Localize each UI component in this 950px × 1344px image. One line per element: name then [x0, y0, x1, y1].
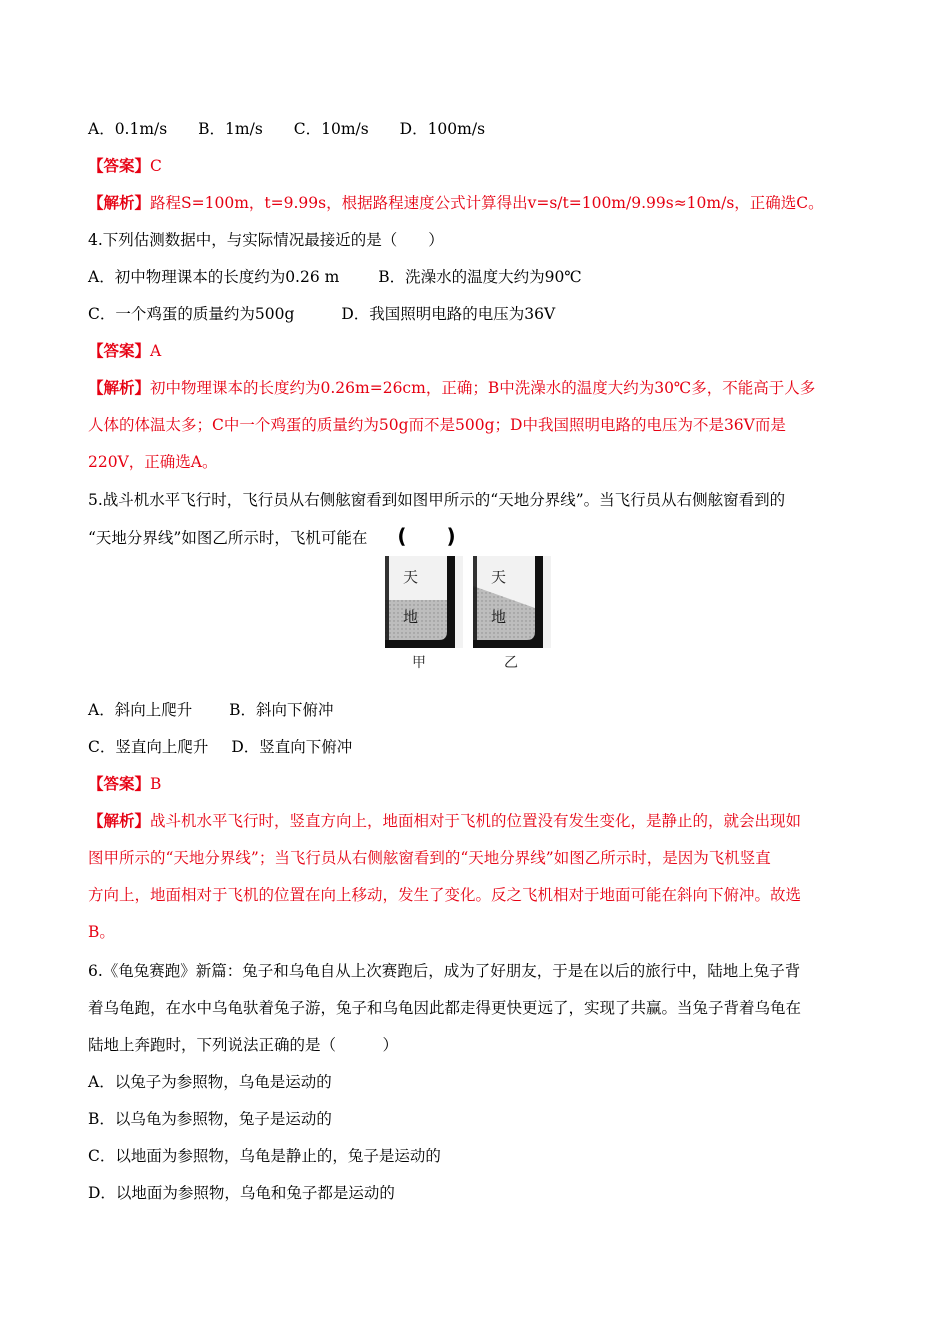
q3-answer-value: C — [150, 157, 162, 175]
q5-answer-paren: ( ) — [397, 524, 456, 548]
panel-yi-sky-label: 天 — [491, 568, 507, 586]
q5-stem-text-2: “天地分界线”如图乙所示时，飞机可能在 — [88, 529, 368, 547]
q5-option-a: A．斜向上爬升 — [88, 701, 193, 719]
panel-jia-sky-label: 天 — [403, 568, 419, 586]
q4-analysis-line-3: 220V，正确选A。 — [88, 453, 218, 471]
q6-option-c: C．以地面为参照物，乌龟是静止的，兔子是运动的 — [88, 1147, 441, 1165]
q4-analysis-text-1: 初中物理课本的长度约为0.26m=26cm，正确；B中洗澡水的温度大约为30℃多，不能高于人多 — [150, 379, 816, 397]
q3-analysis-text: 路程S=100m，t=9.99s，根据路程速度公式计算得出v=s/t=100m/9.99s≈10m/s，正确选C。 — [150, 194, 824, 212]
q4-options-row-1 — [88, 266, 582, 288]
q4-stem: 4.下列估测数据中，与实际情况最接近的是（ ） — [88, 231, 444, 249]
q5-analysis-line-2: 图甲所示的“天地分界线”；当飞行员从右侧舷窗看到的“天地分界线”如图乙所示时，是因为飞机竖直 — [88, 849, 771, 867]
q4-option-a: A．初中物理课本的长度约为0.26 m — [88, 268, 340, 286]
q4-analysis-label: 【解析】 — [88, 378, 151, 397]
q4-answer — [88, 340, 161, 362]
q3-options-row — [88, 118, 485, 140]
q5-stem-line-2 — [88, 525, 456, 549]
q3-answer — [88, 155, 162, 177]
q5-analysis-line-1 — [88, 810, 801, 832]
q5-options-row-2 — [88, 736, 352, 758]
q4-answer-value: A — [150, 342, 162, 360]
q3-option-c: C．10m/s — [293, 120, 369, 138]
q6-stem-line-3: 陆地上奔跑时，下列说法正确的是（ ） — [88, 1036, 399, 1054]
q3-option-b: B．1m/s — [198, 120, 263, 138]
q4-option-b: B．洗澡水的温度大约为90℃ — [378, 268, 582, 286]
q5-answer-label: 【答案】 — [88, 774, 151, 793]
q6-option-b: B．以乌龟为参照物，兔子是运动的 — [88, 1110, 332, 1128]
panel-yi-ground-label: 地 — [491, 608, 507, 626]
q4-answer-label: 【答案】 — [88, 341, 151, 360]
q4-options-row-2 — [88, 303, 555, 325]
q4-analysis-line-2: 人体的体温太多；C中一个鸡蛋的质量约为50g而不是500g；D中我国照明电路的电压为不是36V而是 — [88, 416, 786, 434]
figure-panel-jia — [385, 556, 463, 648]
q3-analysis — [88, 192, 824, 214]
q5-option-c: C．竖直向上爬升 — [88, 738, 209, 756]
q3-answer-label: 【答案】 — [88, 156, 151, 175]
q6-stem-line-1: 6.《龟兔赛跑》新篇：兔子和乌龟自从上次赛跑后，成为了好朋友，于是在以后的旅行中，陆地上兔子背 — [88, 962, 801, 980]
q5-stem-line-1: 5.战斗机水平飞行时，飞行员从右侧舷窗看到如图甲所示的“天地分界线”。当飞行员从右侧舷窗看到的 — [88, 491, 786, 509]
figure-panel-yi-drawing — [473, 556, 551, 648]
q4-option-c: C．一个鸡蛋的质量约为500g — [88, 305, 295, 323]
q4-option-d: D．我国照明电路的电压为36V — [341, 305, 556, 323]
q5-analysis-text-1: 战斗机水平飞行时，竖直方向上，地面相对于飞机的位置没有发生变化，是静止的，就会出现如 — [150, 812, 802, 830]
q3-option-d: D．100m/s — [399, 120, 486, 138]
q5-analysis-line-3: 方向上，地面相对于飞机的位置在向上移动，发生了变化。反之飞机相对于地面可能在斜向下俯冲。故选 — [88, 886, 802, 904]
q5-answer-value: B — [150, 775, 162, 793]
q6-option-a: A．以兔子为参照物，乌龟是运动的 — [88, 1073, 332, 1091]
q5-analysis-line-4: B。 — [88, 923, 115, 941]
q5-options-row-1 — [88, 699, 334, 721]
q6-option-d: D．以地面为参照物，乌龟和兔子都是运动的 — [88, 1184, 395, 1202]
q5-option-d: D．竖直向下俯冲 — [231, 738, 353, 756]
q3-option-a: A．0.1m/s — [88, 120, 168, 138]
horizon-figure — [385, 556, 555, 674]
panel-jia-caption: 甲 — [412, 655, 426, 671]
q5-option-b: B．斜向下俯冲 — [229, 701, 334, 719]
q3-analysis-label: 【解析】 — [88, 193, 151, 212]
panel-jia-ground-label: 地 — [403, 608, 419, 626]
q4-analysis-line-1 — [88, 377, 815, 399]
figure-panel-jia-drawing — [385, 556, 463, 648]
q5-answer — [88, 773, 161, 795]
q6-stem-line-2: 着乌龟跑，在水中乌龟驮着兔子游，兔子和乌龟因此都走得更快更远了，实现了共赢。当兔子背着乌龟在 — [88, 999, 802, 1017]
q5-analysis-label: 【解析】 — [88, 811, 151, 830]
figure-panel-yi — [473, 556, 551, 648]
panel-yi-caption: 乙 — [504, 655, 518, 671]
